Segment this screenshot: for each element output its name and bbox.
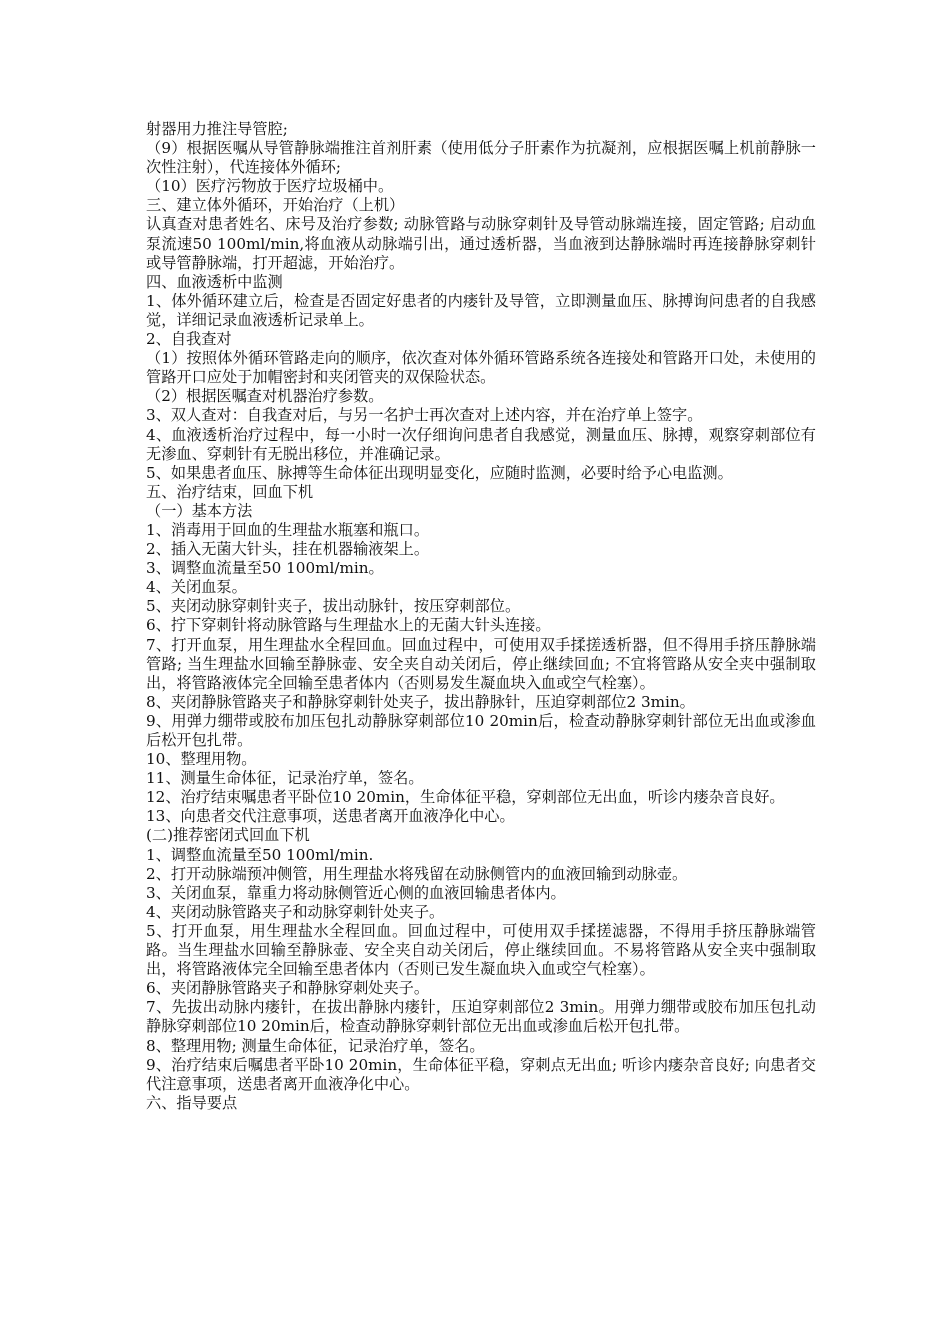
text-line: 9、用弹力绷带或胶布加压包扎动静脉穿刺部位10 20min后，检查动静脉穿刺针部位无出血或渗血后松开包扎带。: [146, 711, 816, 749]
text-line: 射器用力推注导管腔;: [146, 120, 288, 138]
text-line: 2、插入无菌大针头，挂在机器输液架上。: [146, 540, 430, 559]
text-line: 7、打开血泵，用生理盐水全程回血。回血过程中，可使用双手揉搓透析器，但不得用手挤压静脉端管路; 当生理盐水回输至静脉壶、安全夹自动关闭后，停止继续回血; 不宜将管路从安全夹中强制取出，将管路液体完全回输至患者体内（否则易发生凝血块入血或空气栓塞）。: [146, 635, 816, 692]
text-line: 1、体外循环建立后，检查是否固定好患者的内瘘针及导管，立即测量血压、脉搏询问患者的自我感觉，详细记录血液透析记录单上。: [146, 291, 816, 329]
text-line: （2）根据医嘱查对机器治疗参数。: [146, 387, 384, 406]
text-line: 8、整理用物; 测量生命体征，记录治疗单，签名。: [146, 1036, 485, 1055]
text-line: 4、血液透析治疗过程中，每一小时一次仔细询问患者自我感觉，测量血压、脉搏，观察穿刺部位有无渗血、穿刺针有无脱出移位，并准确记录。: [146, 425, 816, 463]
text-line: （10）医疗污物放于医疗垃圾桶中。: [146, 177, 394, 196]
section-heading: 六、指导要点: [146, 1093, 238, 1112]
text-line: 3、关闭血泵，靠重力将动脉侧管近心侧的血液回输患者体内。: [146, 883, 566, 902]
text-line: 13、向患者交代注意事项，送患者离开血液净化中心。: [146, 807, 515, 826]
text-line: 8、夹闭静脉管路夹子和静脉穿刺针处夹子，拔出静脉针，压迫穿刺部位2 3min。: [146, 692, 695, 711]
text-line: 10、整理用物。: [146, 750, 257, 769]
subsection-heading: （一）基本方法: [146, 501, 253, 520]
text-line: 3、调整血流量至50 100ml/min。: [146, 559, 384, 578]
subsection-heading: (二)推荐密闭式回血下机: [146, 826, 310, 845]
text-line: 5、如果患者血压、脉搏等生命体征出现明显变化，应随时监测，必要时给予心电监测。: [146, 463, 733, 482]
document-body: [146, 120, 816, 1113]
section-heading: 三、建立体外循环，开始治疗（上机）: [146, 196, 405, 215]
text-line: 1、消毒用于回血的生理盐水瓶塞和瓶口。: [146, 520, 430, 539]
text-line: （1）按照体外循环管路走向的顺序，依次查对体外循环管路系统各连接处和管路开口处，未使用的管路开口应处于加帽密封和夹闭管夹的双保险状态。: [146, 349, 816, 387]
text-line: 4、夹闭动脉管路夹子和动脉穿刺针处夹子。: [146, 902, 445, 921]
text-line: 1、调整血流量至50 100ml/min.: [146, 845, 374, 864]
text-line: 5、打开血泵，用生理盐水全程回血。回血过程中，可使用双手揉搓滤器，不得用手挤压静脉端管路。当生理盐水回输至静脉壶、安全夹自动关闭后，停止继续回血。不易将管路从安全夹中强制取出，将管路液体完全回输至患者体内（否则已发生凝血块入血或空气栓塞）。: [146, 921, 816, 979]
text-line: （9）根据医嘱从导管静脉端推注首剂肝素（使用低分子肝素作为抗凝剂，应根据医嘱上机前静脉一次性注射），代连接体外循环;: [146, 139, 816, 177]
text-line: 2、自我查对: [146, 330, 232, 349]
text-line: 3、双人查对：自我查对后，与另一名护士再次查对上述内容，并在治疗单上签字。: [146, 406, 703, 425]
text-line: 7、先拔出动脉内瘘针，在拔出静脉内瘘针，压迫穿刺部位2 3min。用弹力绷带或胶布加压包扎动静脉穿刺部位10 20min后，检查动静脉穿刺针部位无出血或渗血后松开包扎带。: [146, 998, 816, 1036]
text-line: 2、打开动脉端预冲侧管，用生理盐水将残留在动脉侧管内的血液回输到动脉壶。: [146, 864, 688, 883]
text-line: 5、夹闭动脉穿刺针夹子，拔出动脉针，按压穿刺部位。: [146, 597, 521, 616]
text-line: 12、治疗结束嘱患者平卧位10 20min，生命体征平稳，穿刺部位无出血，听诊内瘘杂音良好。: [146, 788, 785, 807]
text-line: 11、测量生命体征，记录治疗单，签名。: [146, 769, 424, 788]
section-heading: 五、治疗结束，回血下机: [146, 482, 314, 501]
text-line: 6、拧下穿刺针将动脉管路与生理盐水上的无菌大针头连接。: [146, 616, 551, 635]
text-line: 4、关闭血泵。: [146, 578, 247, 597]
section-heading: 四、血液透析中监测: [146, 272, 283, 291]
text-line: 9、治疗结束后嘱患者平卧10 20min，生命体征平稳，穿刺点无出血; 听诊内瘘杂音良好; 向患者交代注意事项，送患者离开血液净化中心。: [146, 1055, 816, 1093]
text-line: 认真查对患者姓名、床号及治疗参数; 动脉管路与动脉穿刺针及导管动脉端连接，固定管路; 启动血泵流速50 100ml/min,将血液从动脉端引出，通过透析器，当血液到达静脉端时再连接静脉穿刺针或导管静脉端，打开超滤，开始治疗。: [146, 215, 816, 272]
text-line: 6、夹闭静脉管路夹子和静脉穿刺处夹子。: [146, 979, 430, 998]
